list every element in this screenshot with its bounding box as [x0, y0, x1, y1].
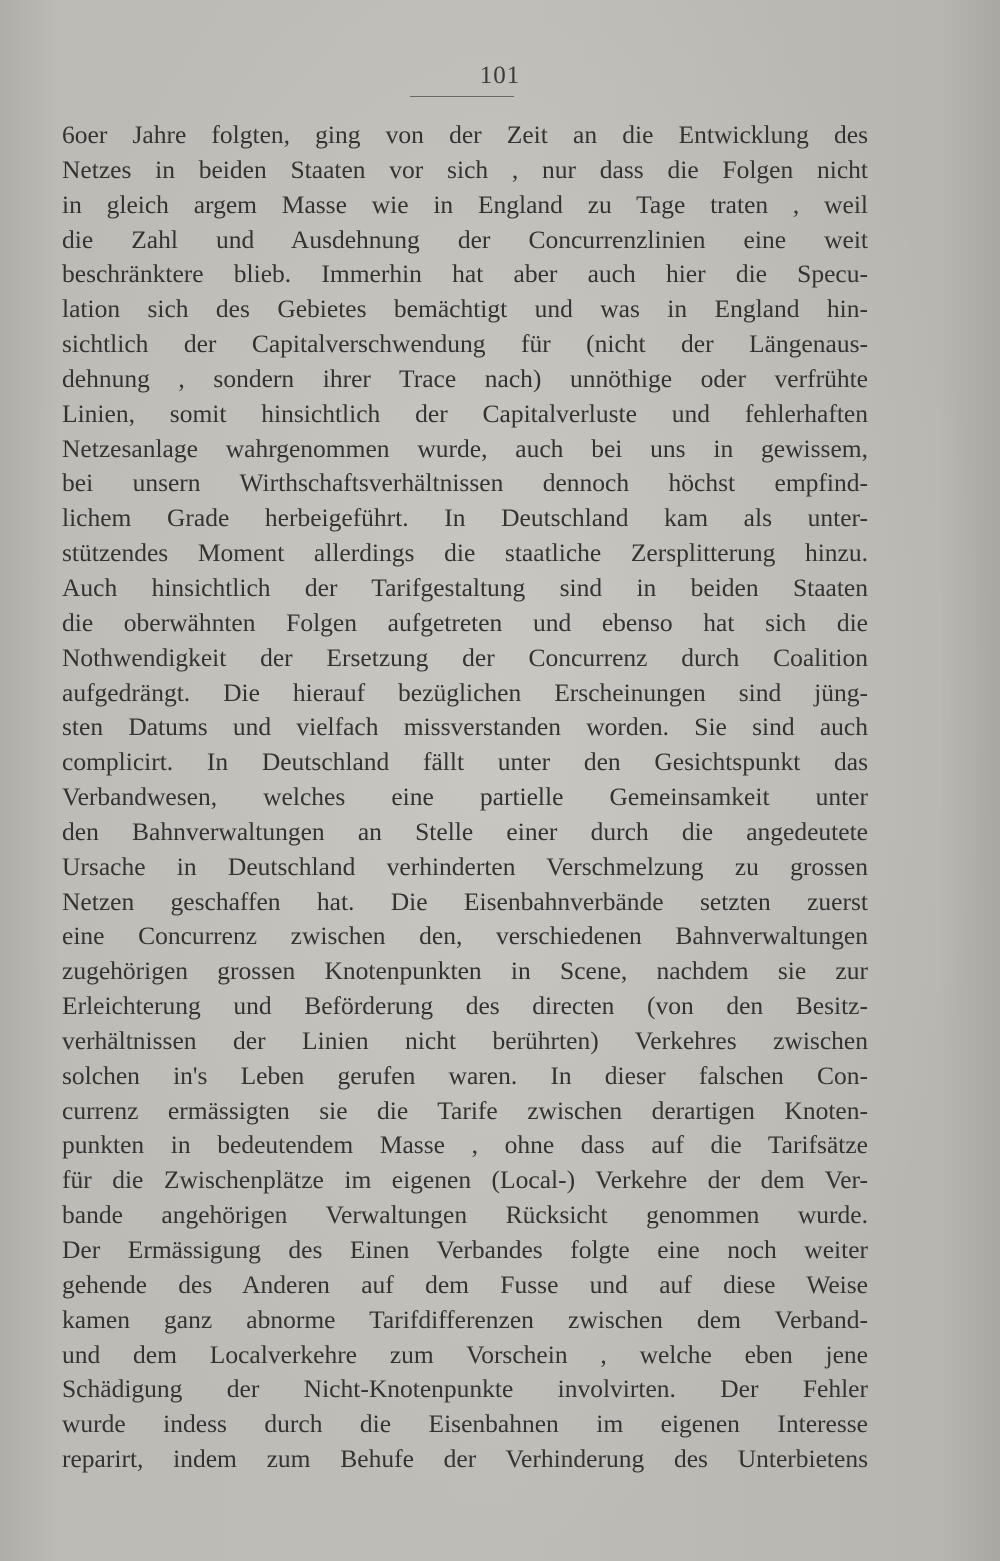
text-line: kamen ganz abnorme Tarifdifferenzen zwischen dem Verband- [62, 1304, 868, 1334]
text-line: Verbandwesen, welches eine partielle Gemeinsamkeit unter [62, 782, 868, 812]
text-line: Nothwendigkeit der Ersetzung der Concurrenz durch Coalition [62, 642, 868, 672]
text-line: sten Datums und vielfach missverstanden worden. Sie sind auch [62, 712, 868, 742]
text-line: sichtlich der Capitalverschwendung für (nicht der Längenaus- [62, 329, 868, 359]
text-line: die oberwähnten Folgen aufgetreten und ebenso hat sich die [62, 607, 868, 637]
text-line: Auch hinsichtlich der Tarifgestaltung sind in beiden Staaten [62, 572, 868, 602]
text-line: die Zahl und Ausdehnung der Concurrenzlinien eine weit [62, 224, 868, 254]
page-number: 101 [479, 62, 521, 89]
text-line: solchen in's Leben gerufen waren. In dieser falschen Con- [62, 1060, 868, 1090]
text-line: aufgedrängt. Die hierauf bezüglichen Erscheinungen sind jüng- [62, 677, 868, 707]
text-line: den Bahnverwaltungen an Stelle einer durch die angedeutete [62, 816, 868, 846]
text-line: complicirt. In Deutschland fällt unter den Gesichtspunkt das [62, 747, 868, 777]
text-line: dehnung , sondern ihrer Trace nach) unnöthige oder verfrühte [62, 363, 868, 393]
text-line: 6oer Jahre folgten, ging von der Zeit an die Entwicklung des [62, 120, 868, 149]
body-text [62, 118, 868, 1477]
text-line: und dem Localverkehre zum Vorschein , welche eben jene [62, 1339, 868, 1369]
text-line: eine Concurrenz zwischen den, verschiedenen Bahnverwaltungen [62, 921, 868, 951]
text-line: reparirt, indem zum Behufe der Verhinderung des Unterbietens [62, 1444, 868, 1474]
text-line: Ursache in Deutschland verhinderten Verschmelzung zu grossen [62, 851, 868, 881]
text-line: currenz ermässigten sie die Tarife zwischen derartigen Knoten- [62, 1095, 868, 1125]
text-line: lation sich des Gebietes bemächtigt und was in England hin- [62, 294, 868, 324]
text-line: Netzen geschaffen hat. Die Eisenbahnverbände setzten zuerst [62, 886, 868, 916]
text-line: bei unsern Wirthschaftsverhältnissen dennoch höchst empfind- [62, 468, 868, 498]
text-line: Schädigung der Nicht-Knotenpunkte involvirten. Der Fehler [62, 1374, 868, 1404]
text-line: Linien, somit hinsichtlich der Capitalverluste und fehlerhaften [62, 398, 868, 428]
text-line: gehende des Anderen auf dem Fusse und auf diese Weise [62, 1269, 868, 1299]
text-line: Erleichterung und Beförderung des directen (von den Besitz- [62, 991, 868, 1021]
text-line: wurde indess durch die Eisenbahnen im eigenen Interesse [62, 1409, 868, 1439]
text-line: verhältnissen der Linien nicht berührten) Verkehres zwischen [62, 1025, 868, 1055]
header-rule [410, 96, 514, 97]
text-line: punkten in bedeutendem Masse , ohne dass auf die Tarifsätze [62, 1130, 868, 1160]
text-line: Netzes in beiden Staaten vor sich , nur dass die Folgen nicht [62, 154, 868, 184]
text-line: für die Zwischenplätze im eigenen (Local-) Verkehre der dem Ver- [62, 1165, 868, 1195]
text-line: bande angehörigen Verwaltungen Rücksicht genommen wurde. [62, 1200, 868, 1230]
text-line: Der Ermässigung des Einen Verbandes folgte eine noch weiter [62, 1235, 868, 1264]
text-line: beschränktere blieb. Immerhin hat aber auch hier die Specu- [62, 259, 868, 289]
text-line: in gleich argem Masse wie in England zu Tage traten , weil [62, 189, 868, 219]
text-line: lichem Grade herbeigeführt. In Deutschland kam als unter- [62, 503, 868, 533]
text-line: stützendes Moment allerdings die staatliche Zersplitterung hinzu. [62, 538, 868, 568]
text-line: Netzesanlage wahrgenommen wurde, auch bei uns in gewissem, [62, 433, 868, 463]
text-line: zugehörigen grossen Knotenpunkten in Scene, nachdem sie zur [62, 956, 868, 986]
